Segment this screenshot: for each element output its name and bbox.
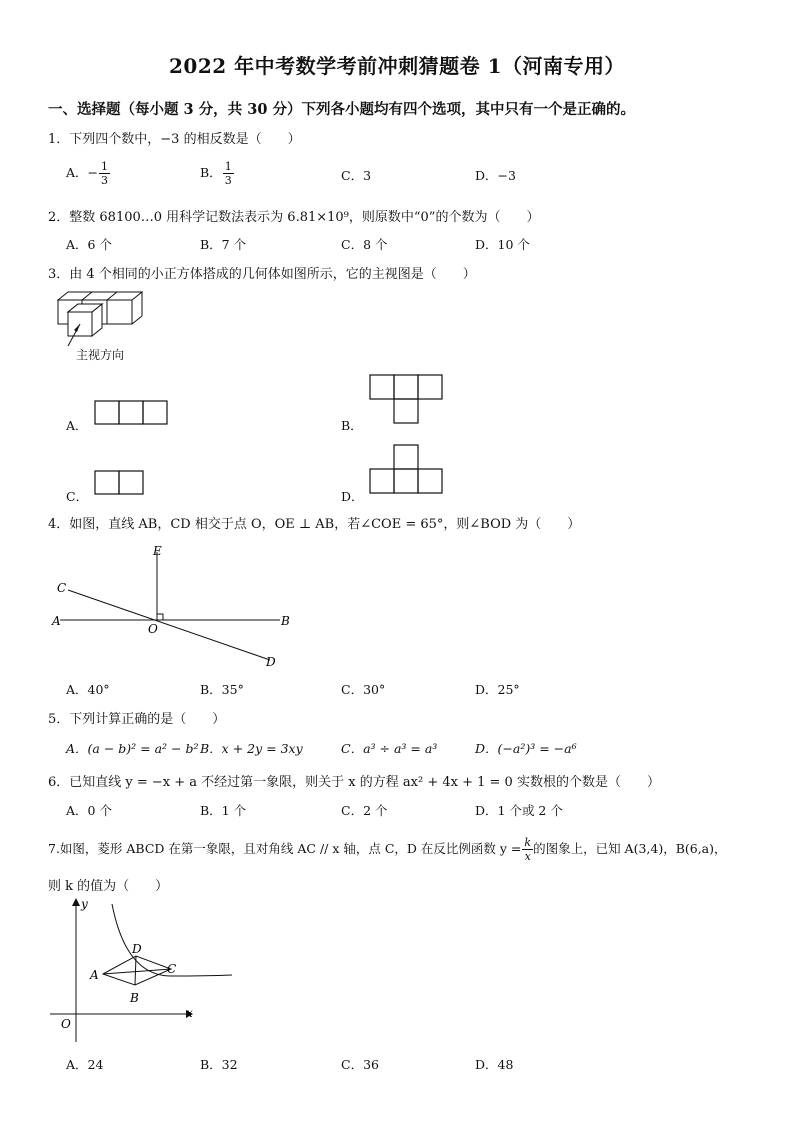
question-7-stem-part1: 7.如图，菱形 ABCD 在第一象限，且对角线 AC // x 轴，点 C，D 在反比例函数 y = bbox=[48, 841, 522, 856]
option-a-label: A． bbox=[66, 165, 88, 180]
point-label-a: A bbox=[90, 968, 99, 982]
question-4-option-a[interactable]: A．40° bbox=[66, 682, 110, 697]
rhombus-coordinate-figure bbox=[46, 896, 246, 1046]
question-4-option-d[interactable]: D．25° bbox=[475, 682, 520, 697]
question-6-option-d[interactable]: D．1 个或 2 个 bbox=[475, 803, 563, 818]
option-b-label: B． bbox=[200, 165, 222, 180]
question-1-stem: 1．下列四个数中，−3 的相反数是（ ） bbox=[48, 132, 301, 147]
point-label-c: C bbox=[167, 962, 177, 976]
view-option-b-figure bbox=[369, 374, 443, 424]
fraction-numerator: 1 bbox=[101, 160, 109, 173]
option-a-fraction bbox=[99, 160, 110, 187]
view-option-d-figure bbox=[369, 444, 443, 495]
question-7-option-d[interactable]: D．48 bbox=[475, 1057, 514, 1072]
point-label-b: B bbox=[130, 991, 139, 1005]
question-3-option-b[interactable]: B． bbox=[341, 418, 363, 433]
question-7-option-c[interactable]: C．36 bbox=[341, 1057, 379, 1072]
question-1-option-c[interactable]: C．3 bbox=[341, 168, 372, 183]
question-5-stem: 5．下列计算正确的是（ ） bbox=[48, 712, 226, 727]
question-7-stem-part2: 的图象上，已知 A(3,4)，B(6,a)， bbox=[533, 841, 727, 856]
question-2-option-b[interactable]: B．7 个 bbox=[200, 237, 247, 252]
intersecting-lines-figure bbox=[48, 540, 298, 670]
question-4-stem: 4．如图，直线 AB，CD 相交于点 O，OE ⊥ AB，若∠COE = 65°，则∠BOD 为（ ） bbox=[48, 517, 581, 532]
question-1-option-a[interactable] bbox=[66, 160, 110, 187]
question-6-option-c[interactable]: C．2 个 bbox=[341, 803, 388, 818]
fraction-denominator: 3 bbox=[101, 174, 109, 187]
page-title: 2022 年中考数学考前冲刺猜题卷 1（河南专用） bbox=[168, 54, 625, 78]
rhombus-abcd bbox=[103, 956, 171, 985]
question-2-option-d[interactable]: D．10 个 bbox=[475, 237, 530, 252]
question-3-option-a[interactable]: A． bbox=[66, 418, 88, 433]
question-1-option-d[interactable]: D．−3 bbox=[475, 168, 516, 183]
question-7-option-b[interactable]: B．32 bbox=[200, 1057, 238, 1072]
question-6-stem: 6．已知直线 y = −x + a 不经过第一象限，则关于 x 的方程 ax² + 4x + 1 = 0 实数根的个数是（ ） bbox=[48, 775, 660, 790]
point-label-d: D bbox=[266, 655, 276, 669]
question-2-option-a[interactable]: A．6 个 bbox=[66, 237, 112, 252]
question-3-stem: 3．由 4 个相同的小正方体搭成的几何体如图所示，它的主视图是（ ） bbox=[48, 267, 476, 282]
point-label-e: E bbox=[153, 544, 162, 558]
question-5-option-a[interactable]: A．(a − b)² = a² − b² bbox=[66, 741, 199, 756]
question-2-stem: 2．整数 68100…0 用科学记数法表示为 6.81×10⁹，则原数中“0”的个数为（ ） bbox=[48, 210, 540, 225]
question-4-option-b[interactable]: B．35° bbox=[200, 682, 244, 697]
question-2-option-c[interactable]: C．8 个 bbox=[341, 237, 388, 252]
fraction-denominator: x bbox=[524, 850, 531, 863]
fraction-numerator: k bbox=[524, 836, 532, 849]
direction-label: 主视方向 bbox=[76, 348, 125, 362]
section-heading: 一、选择题（每小题 3 分，共 30 分）下列各小题均有四个选项，其中只有一个是正确的。 bbox=[48, 101, 635, 118]
question-5-option-c[interactable]: C．a³ ÷ a³ = a³ bbox=[341, 741, 438, 756]
axis-label-x: x bbox=[186, 1006, 193, 1020]
question-6-option-b[interactable]: B．1 个 bbox=[200, 803, 247, 818]
question-7-stem bbox=[48, 836, 727, 863]
cube-solid-figure bbox=[46, 288, 146, 354]
y-axis-arrow-icon bbox=[72, 898, 80, 906]
question-7-stem-line2: 则 k 的值为（ ） bbox=[48, 879, 169, 894]
right-angle-mark bbox=[157, 614, 163, 620]
line-cd bbox=[68, 590, 270, 660]
question-5-option-b[interactable]: B．x + 2y = 3xy bbox=[200, 741, 303, 756]
view-option-c-figure bbox=[94, 470, 144, 495]
origin-label-o: O bbox=[61, 1017, 71, 1031]
option-b-fraction bbox=[223, 160, 234, 187]
axis-label-y: y bbox=[81, 897, 88, 911]
fraction-numerator: 1 bbox=[224, 160, 232, 173]
point-label-o: O bbox=[148, 622, 158, 636]
question-7-fraction bbox=[522, 836, 533, 863]
question-6-option-a[interactable]: A．0 个 bbox=[66, 803, 112, 818]
question-4-option-c[interactable]: C．30° bbox=[341, 682, 386, 697]
question-3-option-c[interactable]: C． bbox=[66, 489, 89, 504]
question-7-option-a[interactable]: A．24 bbox=[66, 1057, 104, 1072]
view-option-a-figure bbox=[94, 400, 168, 425]
point-label-c: C bbox=[57, 581, 67, 595]
point-label-a: A bbox=[52, 614, 61, 628]
point-label-d: D bbox=[132, 942, 142, 956]
question-1-option-b[interactable] bbox=[200, 160, 234, 187]
option-a-sign: − bbox=[87, 165, 99, 180]
fraction-denominator: 3 bbox=[224, 174, 232, 187]
question-3-option-d[interactable]: D． bbox=[341, 489, 364, 504]
question-5-option-d[interactable]: D．(−a²)³ = −a⁶ bbox=[475, 741, 577, 756]
point-label-b: B bbox=[281, 614, 290, 628]
